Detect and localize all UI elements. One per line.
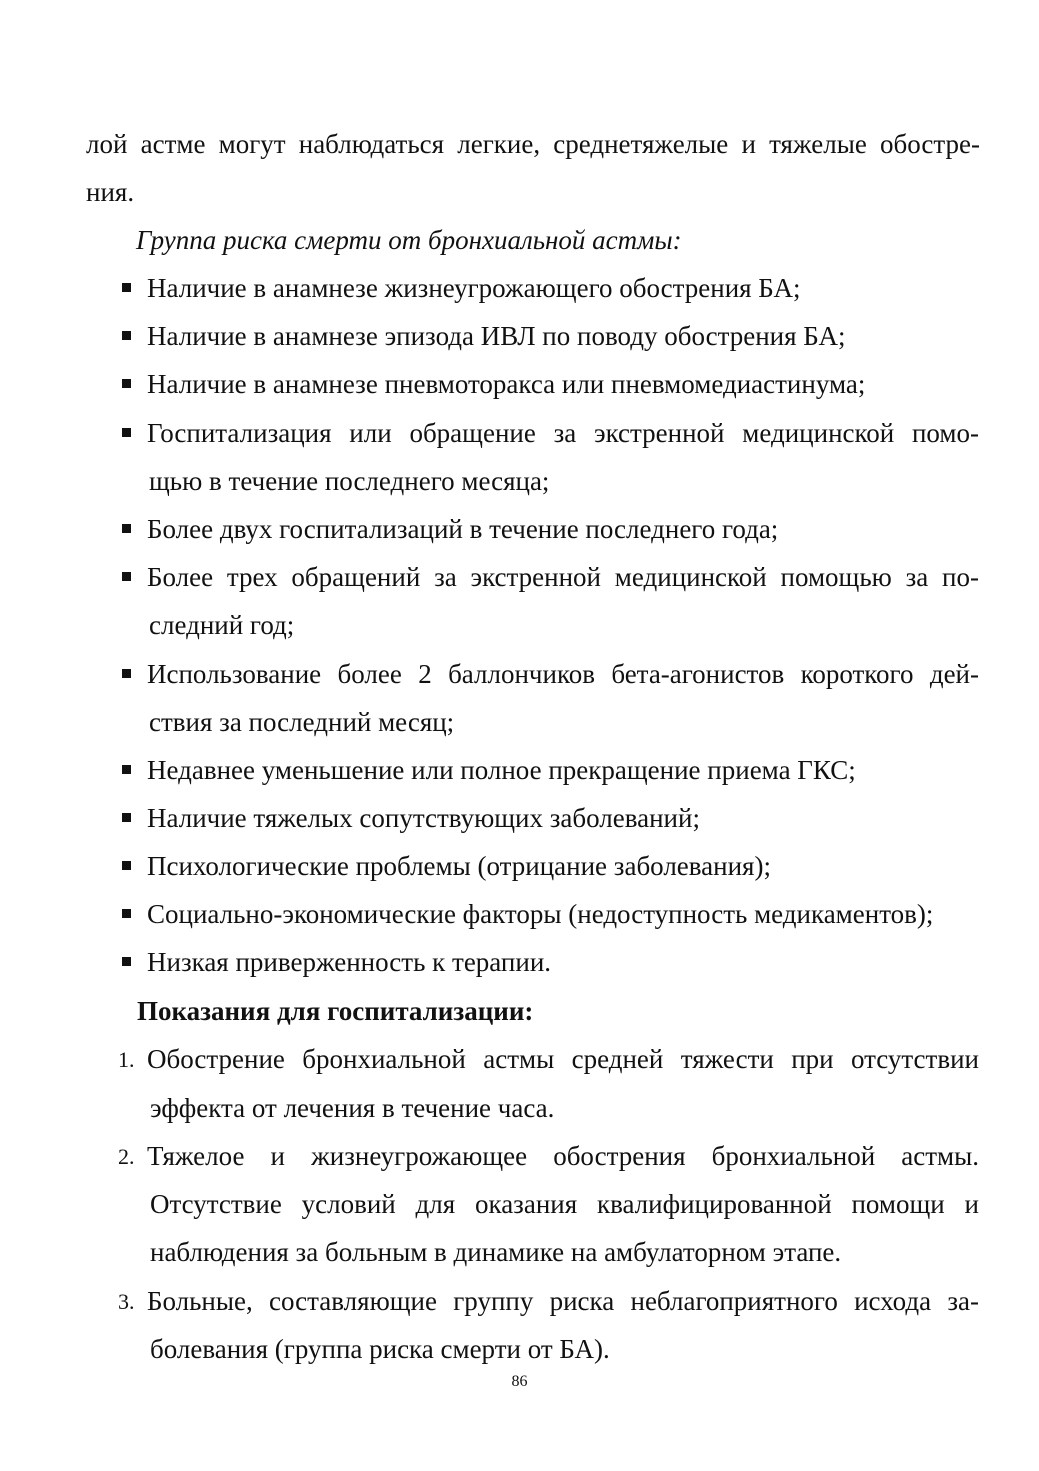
bullet-icon [122,765,131,774]
bullet-icon [122,572,131,581]
list-item: Тяжелое и жизнеугрожающее обострения бронхиальной астмы. [147,1141,979,1171]
bullet-icon [122,524,131,533]
list-item: Использование более 2 баллончиков бета-агонистов короткого дей- [147,659,979,689]
list-item: Наличие в анамнезе жизнеугрожающего обострения БА; [147,273,801,303]
hospitalization-heading: Показания для госпитализации: [137,996,534,1026]
list-item: Недавнее уменьшение или полное прекращение приема ГКС; [147,755,856,785]
intro-line-1: лой астме могут наблюдаться легкие, среднетяжелые и тяжелые обостре- [86,129,980,159]
list-item-continuation: наблюдения за больным в динамике на амбулаторном этапе. [150,1237,842,1267]
bullet-icon [122,909,131,918]
list-number: 2. [118,1144,135,1169]
list-item-continuation: следний год; [149,610,295,640]
bullet-icon [122,283,131,292]
list-number: 1. [118,1047,135,1072]
bullet-icon [122,428,131,437]
risk-group-heading: Группа риска смерти от бронхиальной астмы: [136,225,682,255]
list-item: Наличие в анамнезе эпизода ИВЛ по поводу обострения БА; [147,321,846,351]
bullet-icon [122,813,131,822]
list-item: Наличие тяжелых сопутствующих заболеваний; [147,803,700,833]
bullet-icon [122,669,131,678]
bullet-icon [122,379,131,388]
list-item: Обострение бронхиальной астмы средней тяжести при отсутствии [147,1044,979,1074]
intro-line-2: ния. [86,177,135,207]
bullet-icon [122,957,131,966]
list-item: Социально-экономические факторы (недоступность медикаментов); [147,899,934,929]
list-item-continuation: эффекта от лечения в течение часа. [150,1093,555,1123]
bullet-icon [122,861,131,870]
list-item: Больные, составляющие группу риска неблагоприятного исхода за- [147,1286,979,1316]
list-item: Психологические проблемы (отрицание заболевания); [147,851,771,881]
list-item-continuation: ствия за последний месяц; [149,707,455,737]
list-item: Более трех обращений за экстренной медицинской помощью за по- [147,562,979,592]
list-number: 3. [118,1289,135,1314]
bullet-icon [122,331,131,340]
list-item: Более двух госпитализаций в течение последнего года; [147,514,779,544]
list-item: Низкая приверженность к терапии. [147,947,552,977]
list-item-continuation: Отсутствие условий для оказания квалифицированной помощи и [150,1189,979,1219]
list-item: Госпитализация или обращение за экстренной медицинской помо- [147,418,979,448]
page-number: 86 [511,1373,528,1390]
list-item-continuation: щью в течение последнего месяца; [149,466,550,496]
list-item-continuation: болевания (группа риска смерти от БА). [150,1334,610,1364]
list-item: Наличие в анамнезе пневмоторакса или пневмомедиастинума; [147,369,866,399]
